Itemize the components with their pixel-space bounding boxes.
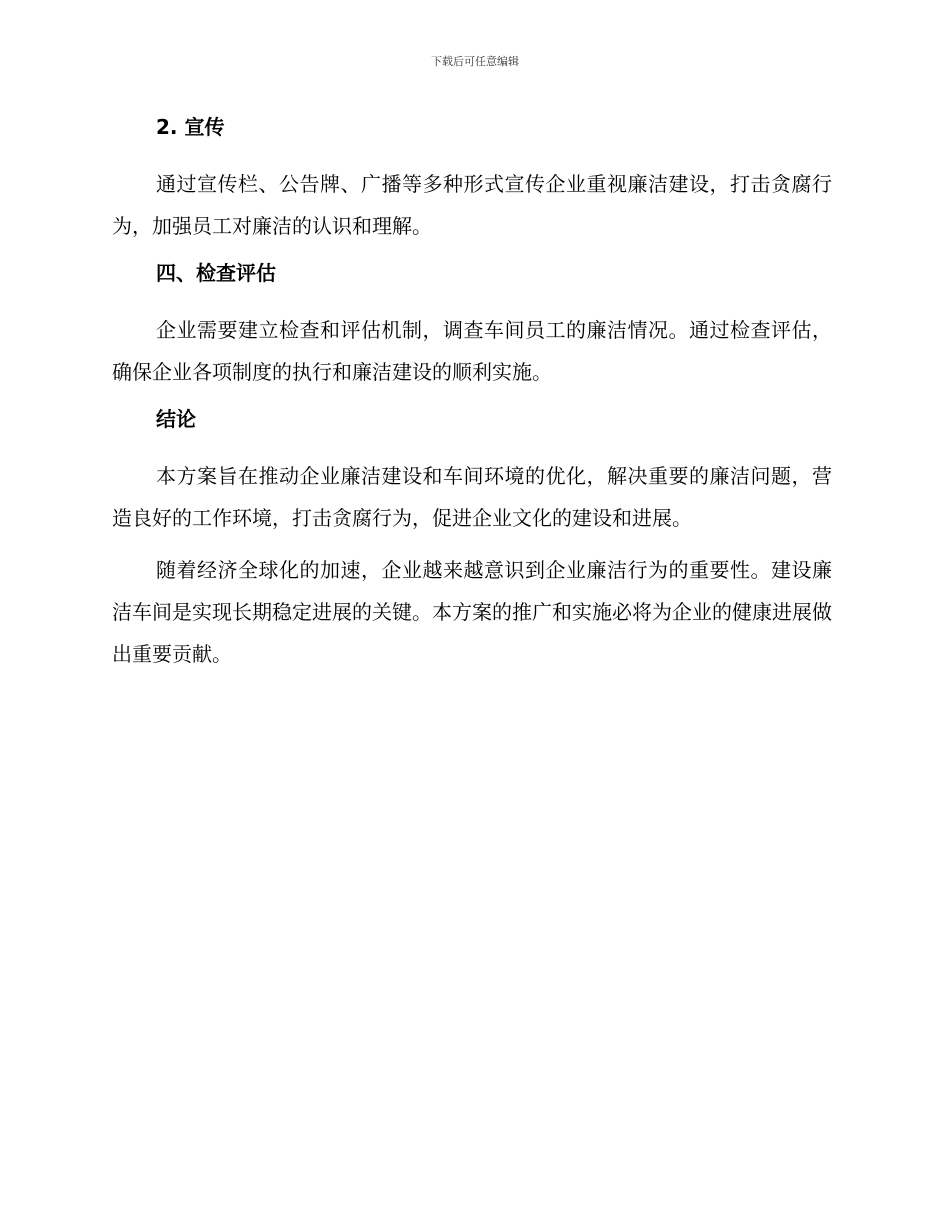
section-heading-inspection: 四、检查评估 [156,261,276,285]
paragraph-inspection: 企业需要建立检查和评估机制，调查车间员工的廉洁情况。通过检查评估，确保企业各项制度的执行和廉洁建设的顺利实施。 [112,318,832,384]
section-heading-conclusion: 结论 [156,407,196,431]
document-body [112,111,832,685]
paragraph-conclusion-2: 随着经济全球化的加速，企业越来越意识到企业廉洁行为的重要性。建设廉洁车间是实现长期稳定进展的关键。本方案的推广和实施必将为企业的健康进展做出重要贡献。 [112,558,832,666]
paragraph-conclusion-1: 本方案旨在推动企业廉洁建设和车间环境的优化，解决重要的廉洁问题，营造良好的工作环境，打击贪腐行为，促进企业文化的建设和进展。 [112,464,832,530]
section-heading-publicity: 2. 宣传 [156,115,225,139]
page-header: 下载后可任意编辑 [431,55,519,68]
paragraph-publicity: 通过宣传栏、公告牌、广播等多种形式宣传企业重视廉洁建设，打击贪腐行为，加强员工对廉洁的认识和理解。 [112,172,832,238]
